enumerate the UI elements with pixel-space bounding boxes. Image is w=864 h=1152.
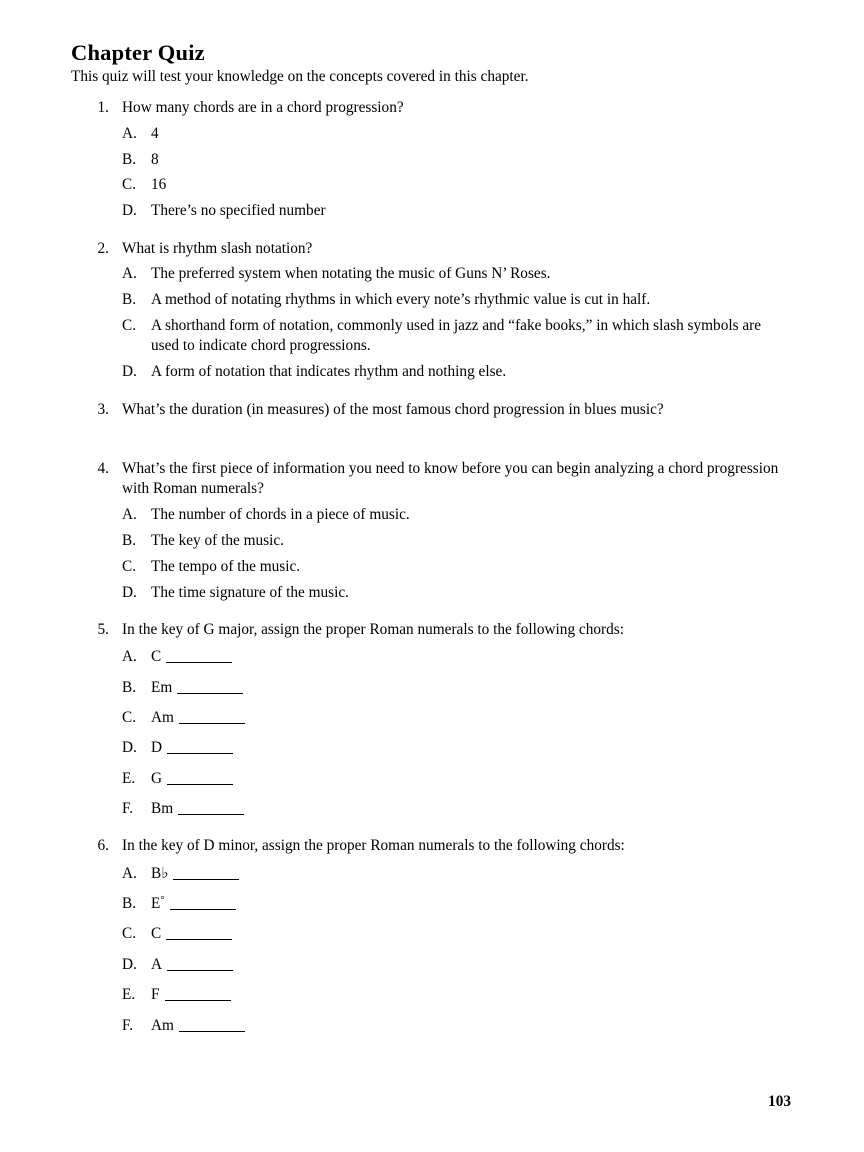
quiz-question-list <box>71 98 791 1036</box>
chord-root: C <box>151 925 162 943</box>
option-letter: C. <box>122 557 137 575</box>
quiz-option[interactable] <box>122 264 791 284</box>
question-text: What is rhythm slash notation? <box>122 239 313 257</box>
quiz-question <box>71 400 791 442</box>
option-letter: B. <box>122 150 137 168</box>
option-letter: A. <box>122 864 137 882</box>
quiz-question <box>71 239 791 383</box>
option-letter: D. <box>122 955 137 973</box>
quiz-option[interactable] <box>122 505 791 525</box>
quiz-option[interactable] <box>122 799 791 819</box>
option-list <box>122 124 791 222</box>
quiz-question <box>71 459 791 603</box>
option-text <box>151 647 791 667</box>
chord-name <box>151 770 162 787</box>
answer-blank[interactable] <box>166 939 232 940</box>
quiz-option[interactable] <box>122 557 791 577</box>
quiz-option[interactable] <box>122 864 791 884</box>
quiz-question <box>71 98 791 222</box>
chord-name <box>151 865 168 882</box>
chord-name <box>151 956 162 973</box>
option-text <box>151 708 791 728</box>
quiz-option[interactable] <box>122 894 791 914</box>
option-text <box>151 985 791 1005</box>
option-text <box>151 924 791 944</box>
option-text: The time signature of the music. <box>151 583 349 601</box>
option-letter: C. <box>122 925 137 943</box>
chord-root: C <box>151 648 162 666</box>
answer-space[interactable] <box>122 420 791 442</box>
chord-root: Am <box>151 1016 174 1034</box>
option-letter: D. <box>122 739 137 757</box>
quiz-question <box>71 620 791 819</box>
option-list <box>122 264 791 382</box>
option-letter: B. <box>122 895 137 913</box>
question-text: In the key of D minor, assign the proper Roman numerals to the following chords: <box>122 837 625 855</box>
chord-name <box>151 895 165 912</box>
flat-symbol-icon: ♭ <box>161 863 169 882</box>
quiz-option[interactable] <box>122 708 791 728</box>
chord-root: B <box>151 864 162 882</box>
option-letter: D. <box>122 583 137 601</box>
answer-blank[interactable] <box>170 909 236 910</box>
option-text: The tempo of the music. <box>151 557 301 575</box>
intro-paragraph: This quiz will test your knowledge on the concepts covered in this chapter. <box>71 68 529 86</box>
chord-root: Am <box>151 709 174 727</box>
question-number: 1. <box>97 98 109 116</box>
chord-root: G <box>151 769 163 787</box>
option-letter: A. <box>122 124 137 142</box>
quiz-option[interactable] <box>122 583 791 603</box>
quiz-option[interactable] <box>122 985 791 1005</box>
option-letter: D. <box>122 363 137 381</box>
option-letter: B. <box>122 678 137 696</box>
option-list <box>122 505 791 603</box>
page-title: Chapter Quiz <box>71 40 205 65</box>
option-letter: A. <box>122 265 137 283</box>
answer-blank[interactable] <box>167 970 233 971</box>
question-text: How many chords are in a chord progression? <box>122 98 404 116</box>
option-text <box>151 894 791 914</box>
quiz-option[interactable] <box>122 738 791 758</box>
chord-name <box>151 800 173 817</box>
page-number: 103 <box>768 1093 791 1110</box>
chord-name <box>151 986 160 1003</box>
question-number: 3. <box>97 400 109 418</box>
question-number: 5. <box>97 621 109 639</box>
option-letter: D. <box>122 202 137 220</box>
quiz-option[interactable] <box>122 531 791 551</box>
chord-root: F <box>151 986 160 1004</box>
chord-name <box>151 739 162 756</box>
option-letter: E. <box>122 986 136 1004</box>
quiz-option[interactable] <box>122 769 791 789</box>
option-text: The preferred system when notating the music of Guns N’ Roses. <box>151 265 551 283</box>
answer-blank[interactable] <box>166 662 232 663</box>
option-text <box>151 1016 791 1036</box>
question-number: 2. <box>97 239 109 257</box>
option-letter: F. <box>122 1016 134 1034</box>
option-text: The number of chords in a piece of music. <box>151 506 410 524</box>
option-text: There’s no specified number <box>151 202 326 220</box>
diminished-symbol-icon: ° <box>160 895 165 907</box>
chord-name <box>151 1017 174 1034</box>
chord-name <box>151 709 174 726</box>
option-list <box>122 647 791 819</box>
question-number: 6. <box>97 837 109 855</box>
option-text <box>151 769 791 789</box>
option-letter: C. <box>122 176 137 194</box>
chord-root: E <box>151 895 161 913</box>
answer-blank[interactable] <box>167 784 233 785</box>
option-list <box>122 864 791 1036</box>
answer-blank[interactable] <box>173 879 239 880</box>
option-text: 8 <box>151 150 159 168</box>
quiz-option[interactable] <box>122 150 791 170</box>
quiz-option[interactable] <box>122 955 791 975</box>
option-text: 4 <box>151 124 159 142</box>
answer-blank[interactable] <box>179 1031 245 1032</box>
answer-blank[interactable] <box>165 1000 231 1001</box>
option-letter: A. <box>122 648 137 666</box>
option-text <box>151 738 791 758</box>
chord-name <box>151 925 161 942</box>
quiz-option[interactable] <box>122 1016 791 1036</box>
option-letter: B. <box>122 291 137 309</box>
quiz-option[interactable] <box>122 316 791 357</box>
answer-blank[interactable] <box>179 723 245 724</box>
option-text <box>151 864 791 884</box>
question-text: In the key of G major, assign the proper Roman numerals to the following chords: <box>122 621 624 639</box>
option-letter: F. <box>122 800 134 818</box>
quiz-question <box>71 836 791 1035</box>
quiz-option[interactable] <box>122 924 791 944</box>
quiz-option[interactable] <box>122 175 791 195</box>
chord-root: A <box>151 955 163 973</box>
chord-name <box>151 679 172 696</box>
option-text <box>151 955 791 975</box>
answer-blank[interactable] <box>178 814 244 815</box>
quiz-option[interactable] <box>122 290 791 310</box>
option-text <box>151 678 791 698</box>
quiz-option[interactable] <box>122 678 791 698</box>
chord-root: Em <box>151 678 173 696</box>
chord-name <box>151 648 161 665</box>
option-letter: E. <box>122 769 136 787</box>
question-text: What’s the duration (in measures) of the most famous chord progression in blues music? <box>122 400 664 418</box>
page-content <box>71 40 791 1036</box>
chord-root: Bm <box>151 800 174 818</box>
option-letter: C. <box>122 709 137 727</box>
quiz-option[interactable] <box>122 124 791 144</box>
option-text <box>151 799 791 819</box>
answer-blank[interactable] <box>167 753 233 754</box>
option-letter: B. <box>122 532 137 549</box>
answer-blank[interactable] <box>177 693 243 694</box>
option-text: The key of the music. <box>151 532 284 549</box>
option-letter: A. <box>122 506 137 524</box>
option-text: A shorthand form of notation, commonly used in jazz and “fake books,” in which slash symbols are used to indicate chord progressions. <box>151 317 762 355</box>
option-text: A method of notating rhythms in which every note’s rhythmic value is cut in half. <box>151 291 651 309</box>
chord-root: D <box>151 739 163 757</box>
quiz-option[interactable] <box>122 362 791 382</box>
question-text: What’s the first piece of information you need to know before you can begin analyzing a chord progression with Roman numerals? <box>122 459 779 498</box>
option-letter: C. <box>122 317 137 335</box>
option-text: A form of notation that indicates rhythm and nothing else. <box>151 363 507 381</box>
quiz-option[interactable] <box>122 201 791 221</box>
option-text: 16 <box>151 176 167 194</box>
quiz-option[interactable] <box>122 647 791 667</box>
question-number: 4. <box>97 459 109 477</box>
